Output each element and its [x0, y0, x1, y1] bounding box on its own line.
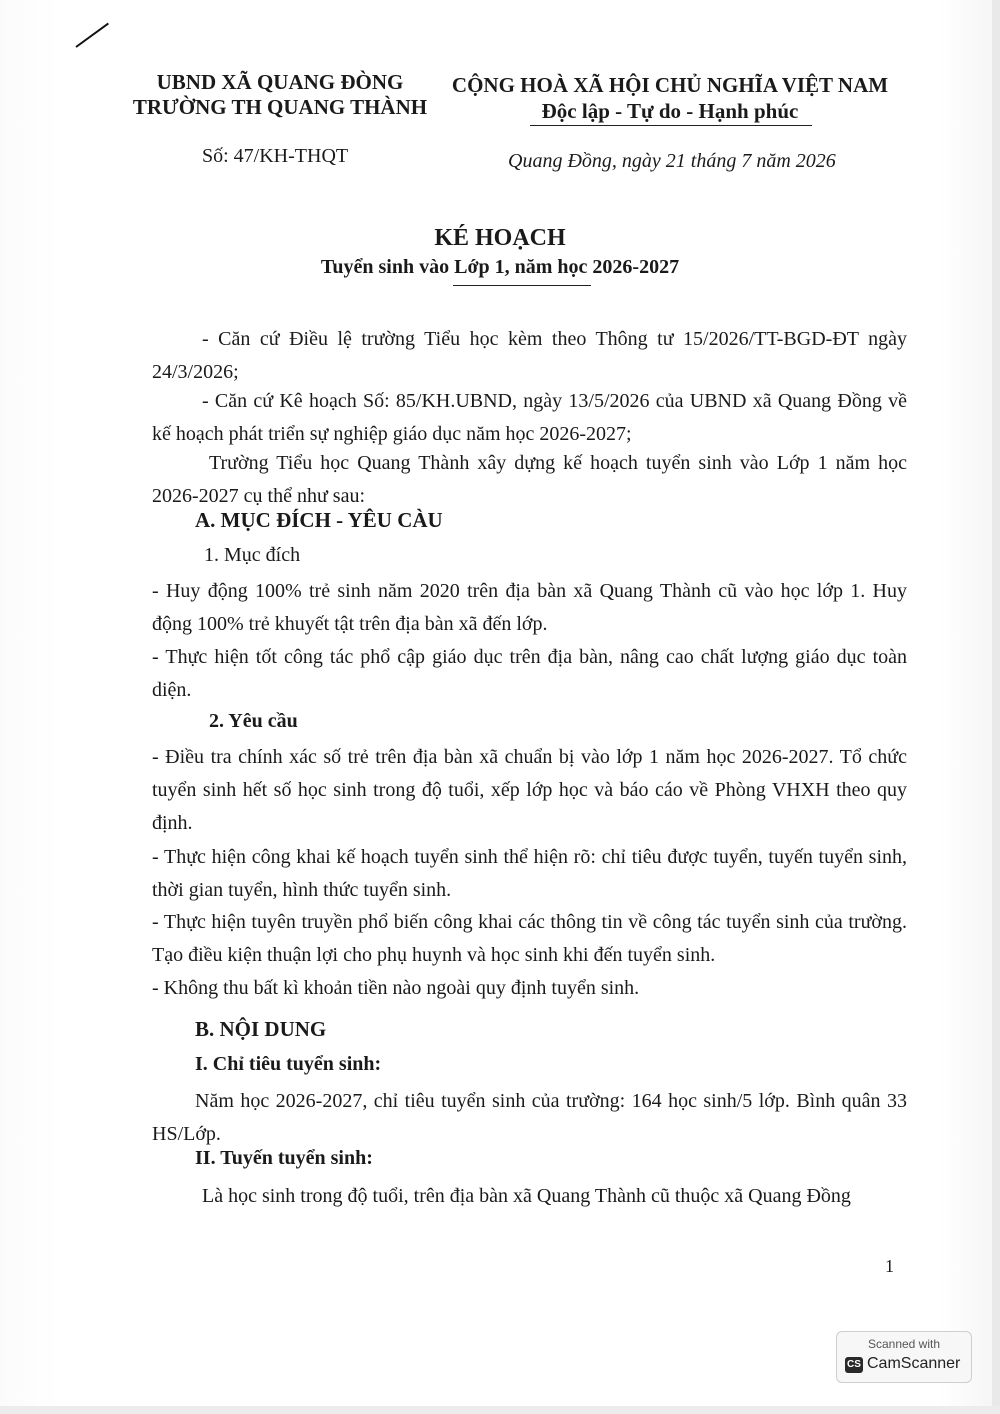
section-a-heading: A. MỤC ĐÍCH - YÊU CÀU: [195, 508, 443, 532]
camscanner-logo-icon: CS: [845, 1357, 863, 1373]
page-bottom-shadow: [0, 1406, 1000, 1414]
requirement-heading: 2. Yêu cầu: [209, 710, 298, 732]
requirement-paragraph-1: - Điều tra chính xác số trẻ trên địa bàn xã chuẩn bị vào lớp 1 năm học 2026-2027. Tổ chức tuyển sinh hết số học sinh trong độ tuổi, xếp lớp học và báo cáo về Phòng VHXH theo quy định.: [152, 746, 907, 834]
page-number: 1: [885, 1256, 894, 1276]
document-subtitle: Tuyển sinh vào Lớp 1, năm học 2026-2027: [320, 256, 680, 278]
section-b-heading: B. NỘI DUNG: [195, 1017, 327, 1041]
enrollment-area-heading: II. Tuyến tuyển sinh:: [195, 1147, 373, 1169]
authority-name: UBND XÃ QUANG ĐÒNG: [156, 70, 404, 94]
camscanner-name: CamScanner: [867, 1355, 961, 1372]
intro-paragraph: Trường Tiểu học Quang Thành xây dựng kế hoạch tuyển sinh vào Lớp 1 năm học 2026-2027 cụ thể như sau:: [152, 452, 907, 507]
school-name: TRƯỜNG TH QUANG THÀNH: [132, 95, 428, 119]
pen-stroke-mark: [75, 23, 109, 48]
quota-heading: I. Chỉ tiêu tuyển sinh:: [195, 1053, 382, 1075]
requirement-paragraph-4: - Không thu bất kì khoản tiền nào ngoài quy định tuyển sinh.: [152, 977, 640, 999]
subtitle-underline: [453, 285, 591, 286]
quota-paragraph: Năm học 2026-2027, chỉ tiêu tuyển sinh của trường: 164 học sinh/5 lớp. Bình quân 33 HS/Lớp.: [152, 1090, 907, 1145]
purpose-heading: 1. Mục đích: [204, 544, 301, 566]
motto-underline: [530, 125, 812, 126]
document-title: KÉ HOẠCH: [434, 225, 566, 251]
basis-paragraph-2: - Căn cứ Kê hoạch Số: 85/KH.UBND, ngày 13/5/2026 của UBND xã Quang Đồng về kế hoạch phát triển sự nghiệp giáo dục năm học 2026-2027;: [152, 390, 907, 445]
purpose-paragraph-2: - Thực hiện tốt công tác phổ cập giáo dục trên địa bàn, nâng cao chất lượng giáo dục toàn diện.: [152, 646, 907, 701]
camscanner-badge: [836, 1331, 972, 1383]
national-motto: Độc lập - Tự do - Hạnh phúc: [541, 99, 799, 123]
date-place: Quang Đồng, ngày 21 tháng 7 năm 2026: [508, 150, 836, 172]
basis-paragraph-1: - Căn cứ Điều lệ trường Tiểu học kèm theo Thông tư 15/2026/TT-BGD-ĐT ngày 24/3/2026;: [152, 328, 907, 383]
page-edge-shadow: [992, 0, 1000, 1414]
enrollment-area-paragraph: Là học sinh trong độ tuổi, trên địa bàn xã Quang Thành cũ thuộc xã Quang Đồng: [202, 1185, 851, 1207]
scanned-with-label: Scanned with: [867, 1337, 941, 1351]
requirement-paragraph-2: - Thực hiện công khai kế hoạch tuyển sinh thể hiện rõ: chỉ tiêu được tuyển, tuyến tuyển sinh, thời gian tuyển, hình thức tuyển sinh.: [152, 846, 907, 901]
purpose-paragraph-1: - Huy động 100% trẻ sinh năm 2020 trên địa bàn xã Quang Thành cũ vào học lớp 1. Huy động 100% trẻ khuyết tật trên địa bàn xã đến lớp.: [152, 580, 907, 635]
requirement-paragraph-3: - Thực hiện tuyên truyền phổ biến công khai các thông tin về công tác tuyển sinh của trường. Tạo điều kiện thuận lợi cho phụ huynh và học sinh khi đến tuyển sinh.: [152, 911, 907, 966]
country-name: CỘNG HOÀ XÃ HỘI CHỦ NGHĨA VIỆT NAM: [451, 73, 889, 97]
document-number: Số: 47/KH-THQT: [202, 145, 349, 167]
